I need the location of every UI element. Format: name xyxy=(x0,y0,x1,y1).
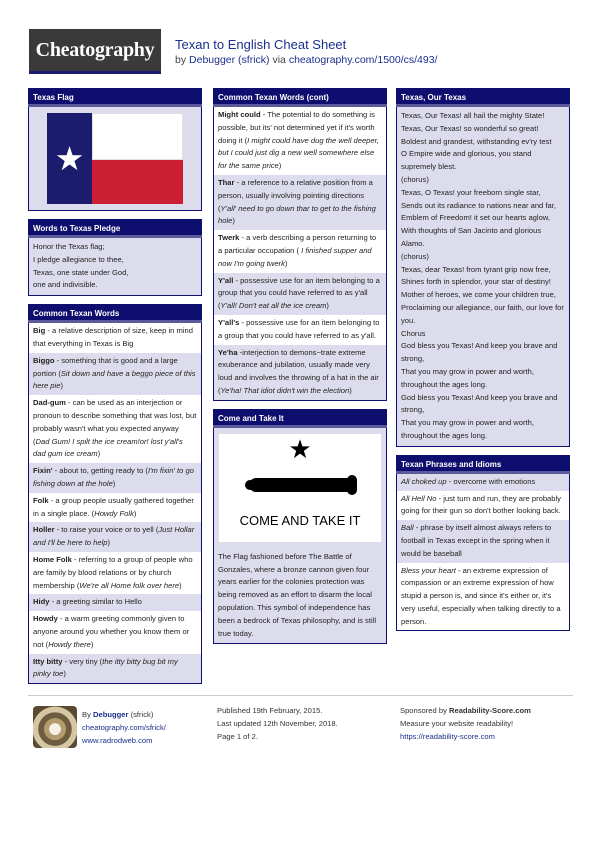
term: Might could xyxy=(218,110,261,119)
anthem-line: (chorus) xyxy=(401,251,429,261)
come-and-take-it-text: The Flag fashioned before The Battle of Gonzales, where a bronze cannon given four years earlier for the colonies protection was being removed as an effort to disarm the local population. This symbol of independence has been a bedrock of Texas philosophy, and is still true today. xyxy=(214,548,386,644)
anthem-line: With thoughts of San Jacinto and glorious Alamo. xyxy=(401,226,542,248)
term: Ye'ha xyxy=(218,347,238,357)
definition: -interjection to demons~trate extreme exuberance and jubilation, usually made very loud and involves the throwing of a hat in the air ( xyxy=(218,347,379,395)
term-row xyxy=(29,552,201,594)
term-row xyxy=(29,323,201,353)
section-come-and-take-it xyxy=(213,409,387,645)
term-row xyxy=(29,493,201,523)
example-close: ) xyxy=(179,580,182,590)
section-common-words xyxy=(28,304,202,684)
byline xyxy=(175,54,437,66)
term: Folk xyxy=(33,495,49,505)
footer-dates xyxy=(217,704,387,743)
footer-author-handle: (sfrick) xyxy=(130,710,154,719)
term: Y'all xyxy=(218,275,234,285)
section-heading: Texas Flag xyxy=(28,88,202,107)
example: I might could have dug the well deeper, but I could just dig a new well somewhere else for the same price xyxy=(218,135,379,171)
anthem-line: Shines forth in splendor, your star of destiny! xyxy=(401,277,551,287)
example-close: ) xyxy=(107,538,111,548)
definition: - a group people usually gathered together in a single place. ( xyxy=(33,495,194,518)
term-row xyxy=(214,230,386,272)
example: Just Hollar and I'll be here to help xyxy=(33,525,195,548)
example: Howdy Folk xyxy=(94,508,134,518)
term: Y'all's xyxy=(218,317,240,327)
example: I finished supper and now I'm going twerk xyxy=(218,245,372,268)
term-row xyxy=(214,315,386,345)
definition: - possessive use for an item belonging to a group that you could have referred to as y'all. xyxy=(218,317,380,340)
term: Holler xyxy=(33,525,55,535)
term: Big xyxy=(33,326,46,336)
section-texas-flag xyxy=(28,88,202,211)
example-close: ) xyxy=(232,216,235,226)
pledge-text xyxy=(29,238,201,295)
term-row xyxy=(214,345,386,400)
footer-site-link[interactable]: www.radrodweb.com xyxy=(82,736,153,745)
example: the itty bitty bug bit my pinky toe xyxy=(33,656,178,679)
definition: - possessive use for an item belonging to a group that you could have referred to as y'all ( xyxy=(218,275,380,311)
definition: - a reference to a relative position from a person, usually involving pointing directions ( xyxy=(218,177,373,213)
section-heading: Come and Take It xyxy=(213,409,387,428)
definition: - can be used as an interjection or pronoun to describe something that was lost, but probably wasn't what you expected anyway ( xyxy=(33,398,197,446)
phrase: All choked up xyxy=(401,476,447,486)
texas-flag-image xyxy=(47,113,183,204)
cannon-icon xyxy=(249,478,349,492)
example-close: ) xyxy=(133,508,137,518)
anthem-line: O Empire wide and glorious, you stand supremely blest. xyxy=(401,149,532,172)
term: Twerk xyxy=(218,233,240,243)
term-row xyxy=(29,463,201,493)
section-heading: Texan Phrases and Idioms xyxy=(396,455,570,474)
phrase-definition: - overcome with emotions xyxy=(446,476,536,486)
author-avatar[interactable] xyxy=(33,706,77,748)
definition: - about to, getting ready to ( xyxy=(52,466,148,476)
anthem-line: Mother of heroes, we come your children true, xyxy=(401,290,556,300)
section-phrases xyxy=(396,455,570,632)
anthem-line: God bless you Texas! And keep you brave and strong, xyxy=(401,392,558,415)
anthem-line: Sends out its radiance to nations near and far, xyxy=(401,200,556,210)
byline-via: via xyxy=(272,54,286,66)
byline-by: by xyxy=(175,54,187,66)
section-pledge xyxy=(28,219,202,296)
sponsor-name-link[interactable]: Readability-Score.com xyxy=(449,706,531,715)
definition: - a warm greeting commonly given to anyone around you whether you know them or not ( xyxy=(33,614,190,649)
pledge-line: I pledge allegiance to thee, xyxy=(33,254,124,264)
term: Fixin' xyxy=(33,466,53,476)
pledge-line: one and indivisible. xyxy=(33,280,98,290)
updated-date: Last updated 12th November, 2018. xyxy=(217,719,338,728)
term-row xyxy=(214,273,386,315)
phrase: Bless your heart xyxy=(401,565,456,575)
definition: - referring to a group of people who are family by blood relations or by church membership ( xyxy=(33,554,193,590)
example: Ye'ha! That idiot didn't win the election xyxy=(220,385,350,395)
term-row xyxy=(29,522,201,552)
section-texas-our-texas xyxy=(396,88,570,447)
page-number: Page 1 of 2. xyxy=(217,732,258,741)
flag-container xyxy=(29,107,201,210)
sponsor-text: Measure your website readability! xyxy=(400,719,514,728)
term-row xyxy=(214,107,386,175)
phrase-definition: - an extreme expression of compassion or an extreme expression of how stupid a person is, and since it's either or, it's very useful, especially when talking directly to a person. xyxy=(401,565,561,626)
anthem-line: Texas, dear Texas! from tyrant grip now free, xyxy=(401,264,551,274)
anthem-line: Texas, Our Texas! all hail the mighty State! xyxy=(401,111,545,120)
published-date: Published 19th February, 2015. xyxy=(217,706,323,715)
definition: - a verb describing a person returning to a particular occupation ( xyxy=(218,233,377,255)
example-close: ) xyxy=(284,258,288,268)
example: Dad Gum! I spilt the ice cream!or! lost y'all's dad gum ice cream xyxy=(33,436,183,459)
example: Howdy there xyxy=(48,639,91,649)
example-close: ) xyxy=(326,301,329,311)
sponsor-url-link[interactable]: https://readability-score.com xyxy=(400,732,495,741)
definition: - something that is good and a large portion ( xyxy=(33,355,178,378)
anthem-line: Boldest and grandest, withstanding ev'ry test xyxy=(401,136,552,146)
phrase: All Hell No xyxy=(401,493,437,503)
phrase-definition: - just turn and run, they are probably going for their gun so don't bother looking back. xyxy=(401,493,561,516)
anthem-line: Texas, Our Texas! so wonderful so great! xyxy=(401,123,539,133)
footer-sponsor xyxy=(400,704,570,743)
example: Y'all! Don't eat all the ice cream xyxy=(220,301,327,311)
section-heading: Common Texan Words (cont) xyxy=(213,88,387,107)
footer-by: By xyxy=(82,710,91,719)
term-row xyxy=(29,654,201,684)
definition: - a relative description of size, keep in mind that everything in Texas is Big xyxy=(33,326,193,348)
lone-star-icon: ★ xyxy=(47,113,92,204)
term: Home Folk xyxy=(33,554,72,564)
term-row xyxy=(29,611,201,653)
phrase-row xyxy=(397,563,569,631)
footer-author-link[interactable]: Debugger xyxy=(93,710,129,719)
definition: - a greeting similar to Hello xyxy=(49,597,142,607)
phrase-row xyxy=(397,474,569,491)
example-close: ) xyxy=(278,161,282,171)
anthem-line: That you may grow in power and worth, throughout the ages long. xyxy=(401,418,534,440)
definition: - very tiny ( xyxy=(62,656,103,666)
pledge-line: Honor the Texas flag; xyxy=(33,242,105,251)
definition: - to raise your voice or to yell ( xyxy=(54,525,159,535)
example: Y'all' need to go down thar to get to the fishing hole xyxy=(218,203,376,226)
come-and-take-it-flag-image xyxy=(219,434,381,542)
example-close: ) xyxy=(112,478,116,488)
phrase: Ball xyxy=(401,523,414,533)
example: I'm fixin' to go fishing down at the hole xyxy=(33,466,194,488)
column-3 xyxy=(396,88,570,639)
term-row xyxy=(214,175,386,230)
anthem-line: (chorus) xyxy=(401,174,429,184)
example-close: ) xyxy=(90,639,94,649)
example-close: ) xyxy=(60,381,63,391)
flag-container xyxy=(214,428,386,548)
section-heading: Common Texan Words xyxy=(28,304,202,323)
phrase-row xyxy=(397,491,569,521)
term: Thar xyxy=(218,177,235,187)
footer-profile-link[interactable]: cheatography.com/sfrick/ xyxy=(82,723,166,732)
example-close: ) xyxy=(63,669,66,679)
term: Howdy xyxy=(33,614,58,624)
sponsor-prefix: Sponsored by xyxy=(400,706,447,715)
section-common-words-cont xyxy=(213,88,387,401)
example-close: ) xyxy=(349,385,352,395)
anthem-text xyxy=(397,107,569,446)
term-row xyxy=(29,395,201,463)
section-heading: Words to Texas Pledge xyxy=(28,219,202,238)
term: Biggo xyxy=(33,355,55,365)
definition: - The potential to do something is possible, but its' not determined yet if it's worth doing it ( xyxy=(218,110,375,145)
term: Dad-gum xyxy=(33,398,66,408)
term-row xyxy=(29,353,201,395)
example: Sit down and have a beggo piece of this here pie xyxy=(33,368,196,391)
pledge-line: Texas, one state under God, xyxy=(33,267,129,277)
example: We're all Home folk over here xyxy=(79,580,180,590)
term: Hidy xyxy=(33,597,50,607)
phrase-row xyxy=(397,520,569,562)
star-icon: ★ xyxy=(288,433,312,464)
anthem-line: Texas, O Texas! your freeborn single star, xyxy=(401,187,541,197)
phrase-definition: - phrase by itself almost always refers to football in Texas except in the spring when it would be baseball xyxy=(401,523,552,558)
term-row xyxy=(29,594,201,611)
flag-motto: COME AND TAKE IT xyxy=(239,512,361,528)
page-title: Texan to English Cheat Sheet xyxy=(175,37,347,52)
anthem-line: Proclaiming our allegiance, our faith, our love for you. xyxy=(401,302,564,325)
column-2 xyxy=(213,88,387,652)
column-1 xyxy=(28,88,202,692)
anthem-line: Emblem of Freedom! it set our hearts aglow, xyxy=(401,213,550,223)
author-link[interactable]: Debugger (sfrick) xyxy=(189,54,270,66)
example-close: ) xyxy=(97,449,101,459)
term: Itty bitty xyxy=(33,656,63,666)
section-heading: Texas, Our Texas xyxy=(396,88,570,107)
anthem-line: That you may grow in power and worth, throughout the ages long. xyxy=(401,366,534,389)
anthem-line: God bless you Texas! And keep you brave and strong, xyxy=(401,341,558,364)
sheet-url-link[interactable]: cheatography.com/1500/cs/493/ xyxy=(288,54,438,66)
logo-underline xyxy=(29,71,161,74)
cheatography-logo[interactable]: Cheatography xyxy=(29,29,161,71)
anthem-line: Chorus xyxy=(401,328,426,338)
